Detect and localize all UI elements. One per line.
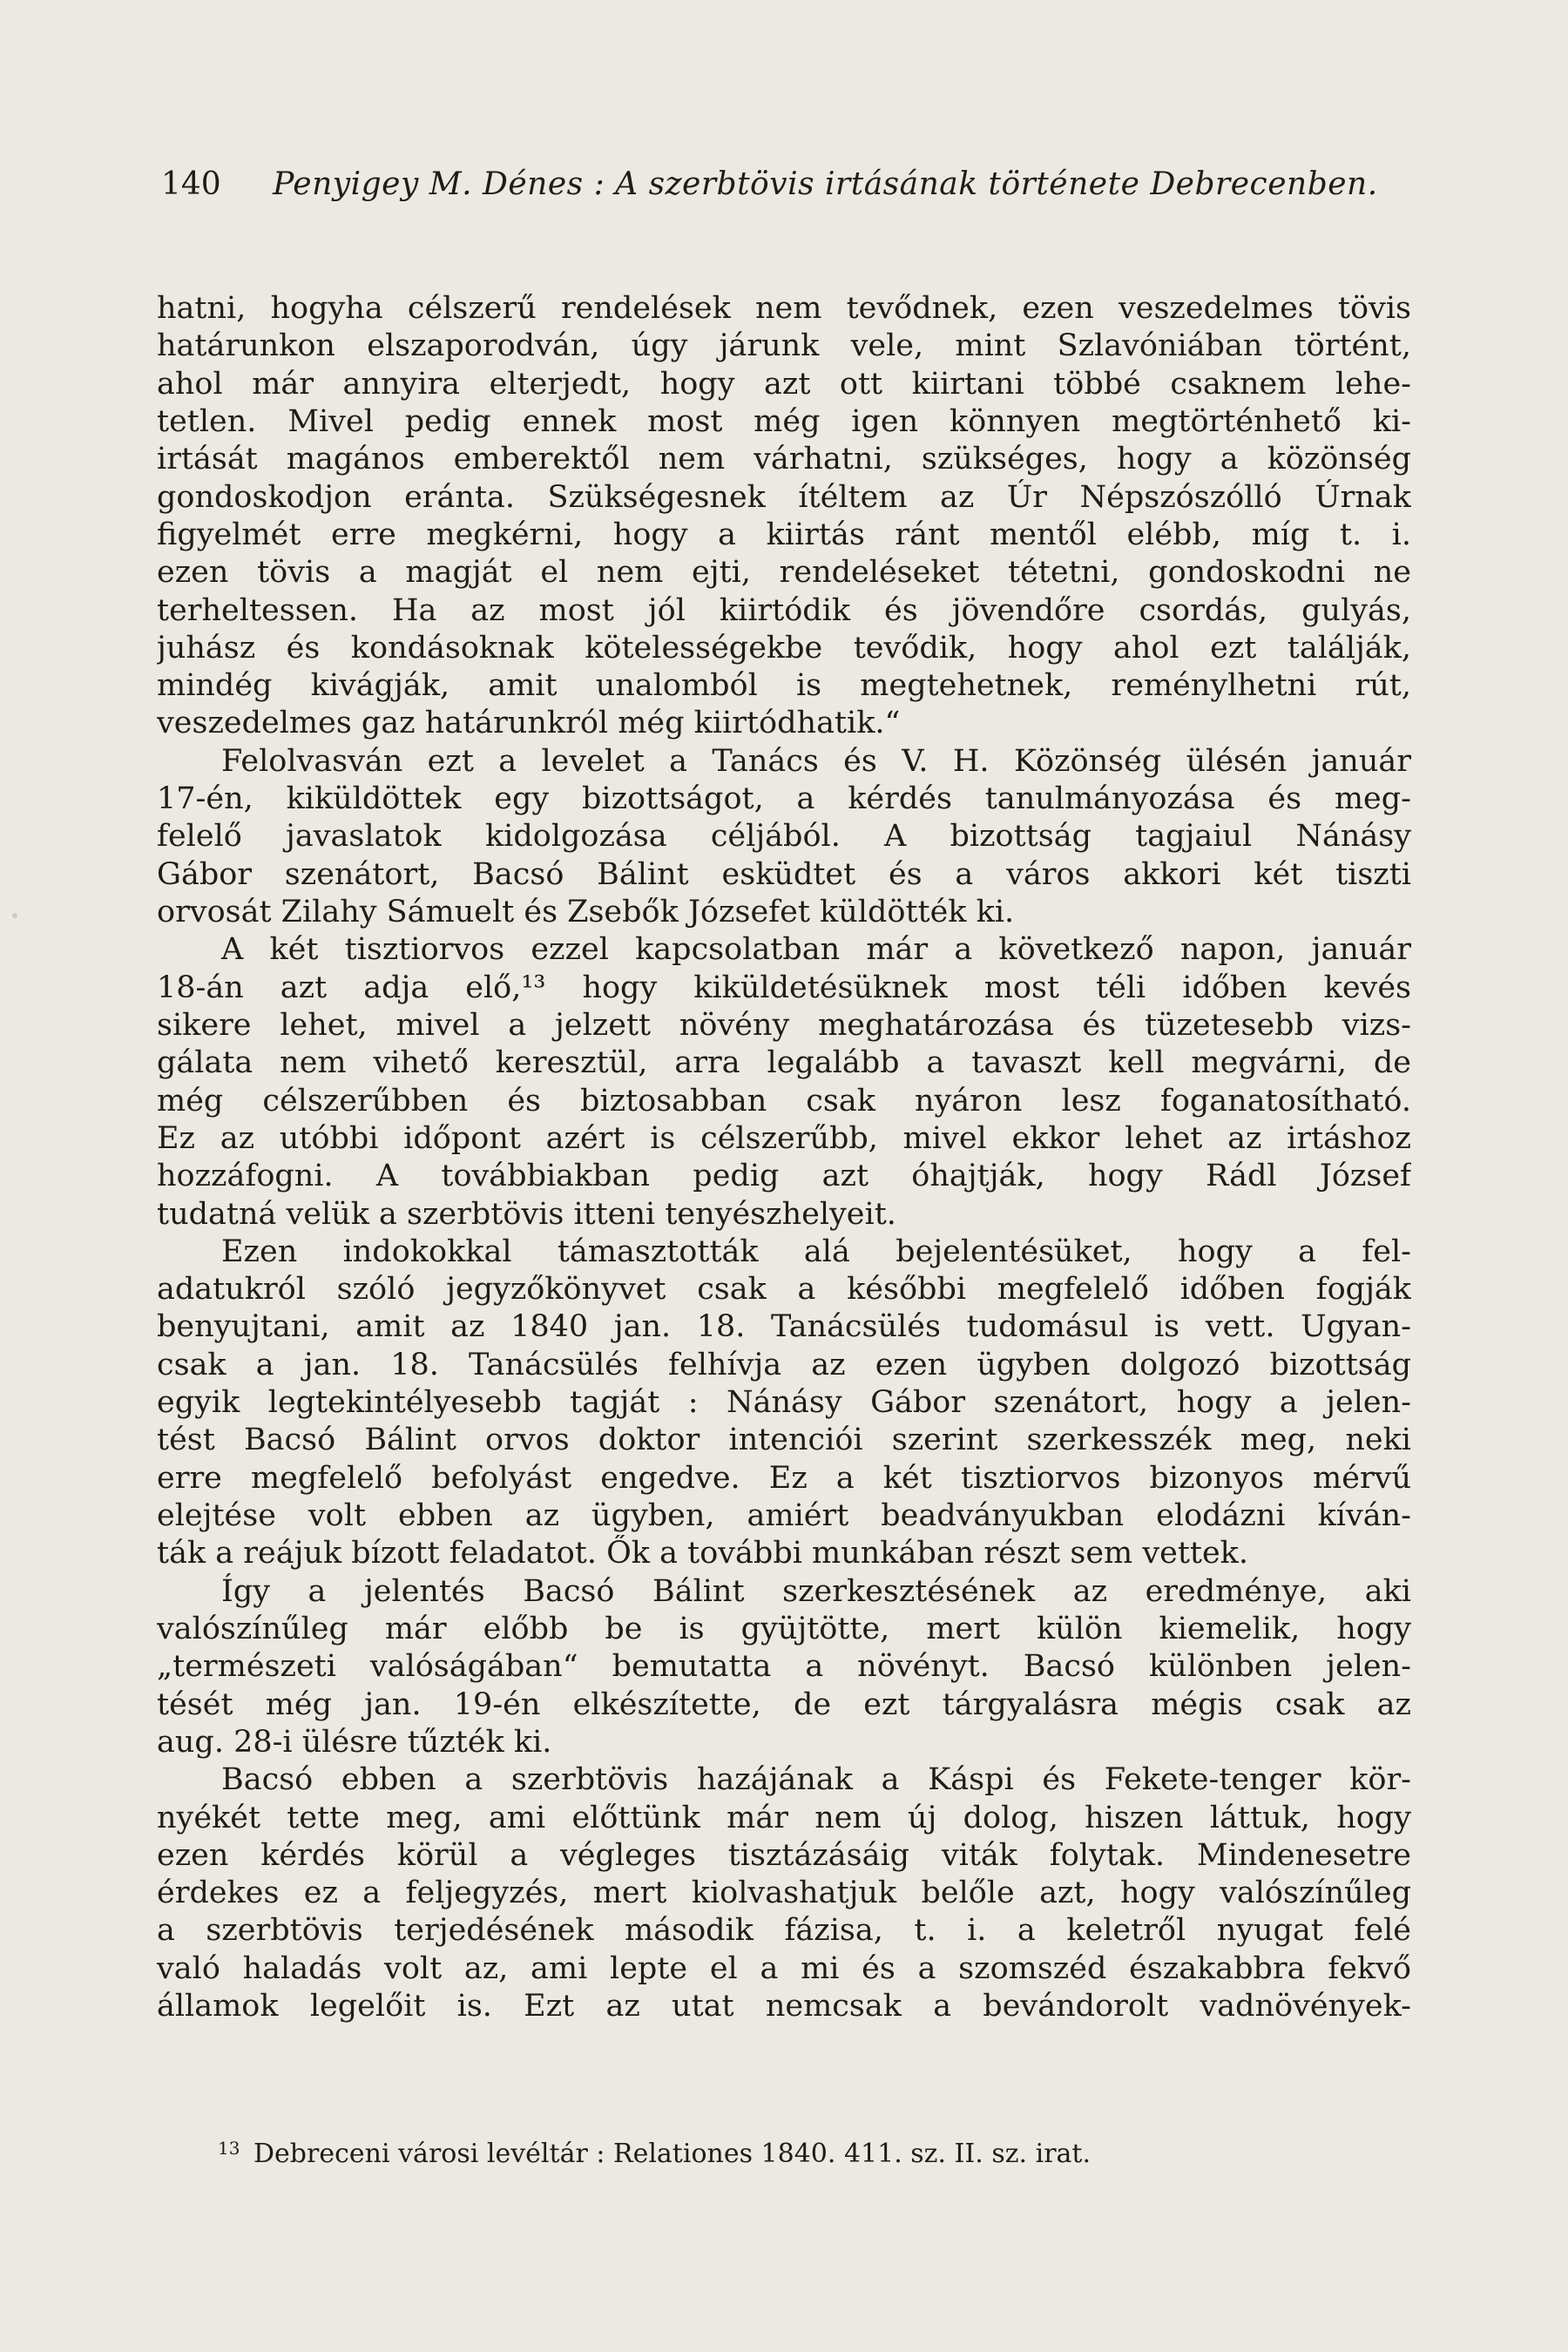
text-line: a szerbtövis terjedésének második fázisa, t. i. a keletről nyugat felé: [157, 1913, 1411, 1949]
text-line: még célszerűbben és biztosabban csak nyáron lesz foganatosítható.: [157, 1083, 1411, 1119]
text-line: Gábor szenátort, Bacsó Bálint esküdtet és a város akkori két tiszti: [157, 856, 1411, 892]
text-line: Felolvasván ezt a levelet a Tanács és V. H. Közönség ülésén január: [221, 743, 1411, 779]
text-line: ezen tövis a magját el nem ejti, rendeléseket tétetni, gondoskodni ne: [157, 555, 1411, 591]
text-line: adatukról szóló jegyzőkönyvet csak a későbbi megfelelő időben fogják: [157, 1272, 1411, 1308]
text-line: sikere lehet, mivel a jelzett növény meghatározása és tüzetesebb vizs-: [157, 1007, 1411, 1043]
body-text: [157, 290, 1411, 2025]
page-number: 140: [161, 166, 221, 202]
running-title: Penyigey M. Dénes : A szerbtövis irtásának története Debrecenben.: [273, 166, 1378, 202]
text-line: államok legelőit is. Ezt az utat nemcsak a bevándorolt vadnövények-: [157, 1989, 1411, 2024]
running-header: [161, 166, 1416, 204]
text-line: Ezen indokokkal támasztották alá bejelentésüket, hogy a fel-: [221, 1233, 1411, 1269]
text-line: való haladás volt az, ami lepte el a mi és a szomszéd északabbra fekvő: [157, 1950, 1411, 1986]
text-line: 17-én, kiküldöttek egy bizottságot, a kérdés tanulmányozása és meg-: [157, 781, 1411, 817]
text-line: tését még jan. 19-én elkészítette, de ezt tárgyalásra mégis csak az: [157, 1686, 1411, 1722]
text-line: ahol már annyira elterjedt, hogy azt ott kiirtani többé csaknem lehe-: [157, 366, 1411, 402]
text-line: erre megfelelő befolyást engedve. Ez a két tisztiorvos bizonyos mérvű: [157, 1460, 1411, 1496]
text-line: hatni, hogyha célszerű rendelések nem tevődnek, ezen veszedelmes tövis: [157, 291, 1411, 326]
text-line: érdekes ez a feljegyzés, mert kiolvashatjuk belőle azt, hogy valószínűleg: [157, 1876, 1411, 1911]
text-line: határunkon elszaporodván, úgy járunk vele, mint Szlavóniában történt,: [157, 328, 1411, 364]
text-line: Bacsó ebben a szerbtövis hazájának a Káspi és Fekete-tenger kör-: [221, 1762, 1411, 1798]
text-line: A két tisztiorvos ezzel kapcsolatban már a következő napon, január: [221, 932, 1411, 968]
text-line: tetlen. Mivel pedig ennek most még igen könnyen megtörténhető ki-: [157, 403, 1411, 439]
text-line: veszedelmes gaz határunkról még kiirtódhatik.“: [157, 706, 901, 741]
text-line: elejtése volt ebben az ügyben, amiért beadványukban elodázni kíván-: [157, 1498, 1411, 1533]
text-line: valószínűleg már előbb be is gyüjtötte, mert külön kiemelik, hogy: [157, 1611, 1411, 1646]
text-line: Így a jelentés Bacsó Bálint szerkesztésének az eredménye, aki: [221, 1573, 1411, 1609]
text-line: „természeti valóságában“ bemutatta a növényt. Bacsó különben jelen-: [157, 1649, 1411, 1685]
scan-speck: [12, 913, 17, 918]
text-line: gondoskodjon eránta. Szükségesnek ítéltem az Úr Népszószólló Úrnak: [157, 479, 1411, 515]
text-line: ták a reájuk bízott feladatot. Ők a további munkában részt sem vettek.: [157, 1536, 1249, 1571]
text-line: figyelmét erre megkérni, hogy a kiirtás ránt mentől elébb, míg t. i.: [157, 517, 1411, 552]
text-line: benyujtani, amit az 1840 jan. 18. Tanácsülés tudomásul is vett. Ugyan-: [157, 1309, 1411, 1345]
text-line: hozzáfogni. A továbbiakban pedig azt óhajtják, hogy Rádl József: [157, 1159, 1411, 1194]
text-line: egyik legtekintélyesebb tagját : Nánásy Gábor szenátort, hogy a jelen-: [157, 1385, 1411, 1421]
text-line: 18-án azt adja elő,¹³ hogy kiküldetésüknek most téli időben kevés: [157, 970, 1411, 1005]
text-line: nyékét tette meg, ami előttünk már nem új dolog, hiszen láttuk, hogy: [157, 1800, 1411, 1835]
footnote: [218, 2131, 1350, 2172]
text-line: mindég kivágják, amit unalomból is megtehetnek, reménylhetni rút,: [157, 668, 1411, 704]
footnote-marker: 13: [218, 2138, 240, 2159]
text-line: tudatná velük a szerbtövis itteni tenyészhelyeit.: [157, 1196, 896, 1232]
text-line: aug. 28-i ülésre tűzték ki.: [157, 1724, 552, 1760]
footnote-text: Debreceni városi levéltár : Relationes 1840. 411. sz. II. sz. irat.: [253, 2139, 1092, 2169]
text-line: juhász és kondásoknak kötelességekbe tevődik, hogy ahol ezt találják,: [157, 630, 1411, 666]
text-line: Ez az utóbbi időpont azért is célszerűbb, mivel ekkor lehet az irtáshoz: [157, 1120, 1411, 1156]
text-line: gálata nem vihető keresztül, arra legalább a tavaszt kell megvárni, de: [157, 1045, 1411, 1081]
text-line: tést Bacsó Bálint orvos doktor intenciói szerint szerkesszék meg, neki: [157, 1423, 1411, 1458]
text-line: csak a jan. 18. Tanácsülés felhívja az ezen ügyben dolgozó bizottság: [157, 1347, 1411, 1382]
text-line: ezen kérdés körül a végleges tisztázásáig viták folytak. Mindenesetre: [157, 1837, 1411, 1873]
text-line: felelő javaslatok kidolgozása céljából. A bizottság tagjaiul Nánásy: [157, 819, 1411, 855]
text-line: orvosát Zilahy Sámuelt és Zsebők Józsefet küldötték ki.: [157, 895, 1015, 929]
text-line: terheltessen. Ha az most jól kiirtódik és jövendőre csordás, gulyás,: [157, 592, 1411, 628]
text-line: irtását magános emberektől nem várhatni, szükséges, hogy a közönség: [157, 442, 1411, 477]
